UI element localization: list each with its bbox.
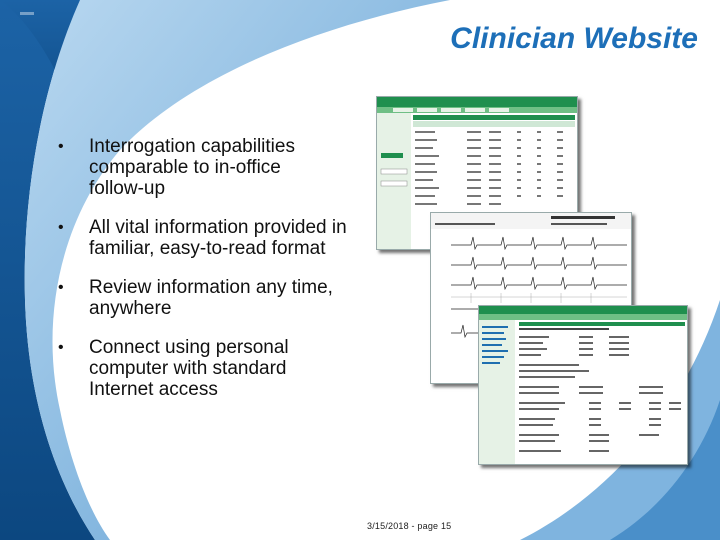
slide-footer: 3/15/2018 - page 15 xyxy=(367,521,452,531)
bullet-item: • All vital information provided in familiar, easy-to-read format xyxy=(58,217,359,259)
device-data-screenshot xyxy=(478,305,688,465)
slide-title: Clinician Website xyxy=(450,22,698,55)
bullet-item: • Review information any time, anywhere xyxy=(58,277,368,319)
bullet-list xyxy=(58,136,368,418)
bullet-item: • Connect using personal computer with standard Internet access xyxy=(58,337,329,400)
bullet-item: • Interrogation capabilities comparable to in-office follow-up xyxy=(58,136,329,199)
device-data-graphic xyxy=(479,306,687,464)
